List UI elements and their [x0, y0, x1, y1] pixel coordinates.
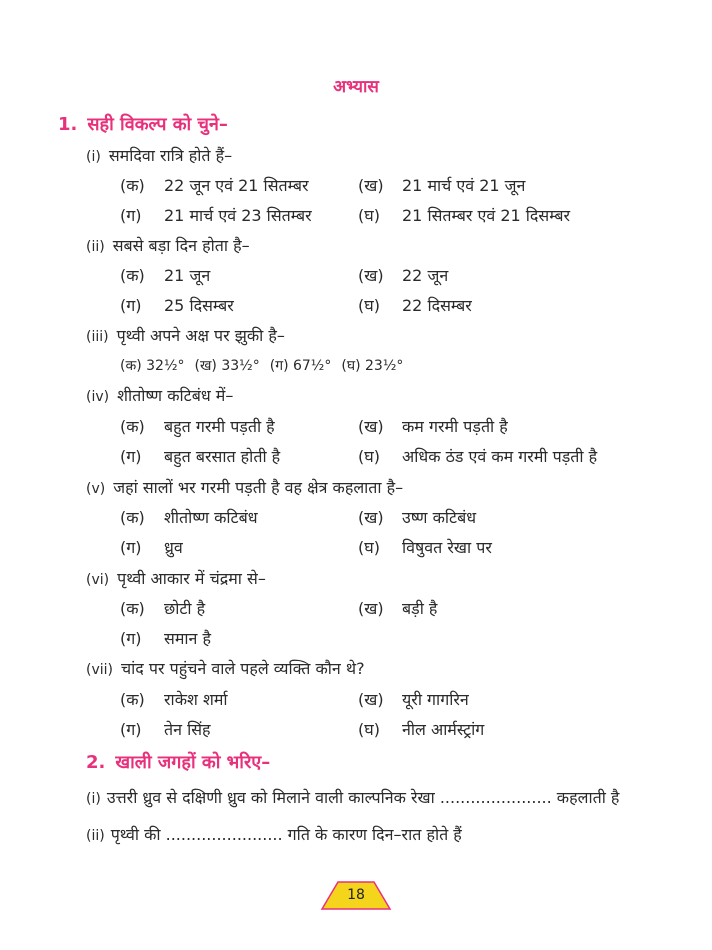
- fill-blank-1: [86, 786, 619, 808]
- question-text: चांद पर पहुंचने वाले पहले व्यक्ति कौन थे?: [121, 659, 365, 678]
- option-label: (क): [120, 417, 145, 436]
- option-label: (ग): [120, 206, 142, 225]
- option-label: (क): [120, 266, 145, 285]
- option-text: ध्रुव: [164, 538, 183, 557]
- fill-blank-2: [86, 823, 462, 845]
- question-text: जहां सालों भर गरमी पड़ती है वह क्षेत्र कहलाता है–: [113, 478, 404, 497]
- option-text: 22 दिसम्बर: [402, 296, 472, 315]
- question-number: (vi): [86, 572, 110, 588]
- question-number: (i): [86, 791, 101, 807]
- option-label: (घ): [358, 447, 380, 466]
- option-label: (ख): [358, 176, 384, 195]
- option-label: (घ): [358, 296, 380, 315]
- question-text: पृथ्वी अपने अक्ष पर झुकी है–: [116, 326, 285, 345]
- option-gha: [358, 204, 570, 226]
- question-number: (iv): [86, 389, 110, 405]
- section-1-title: सही विकल्प को चुने–: [87, 114, 228, 135]
- question-text: शीतोष्ण कटिबंध में–: [117, 386, 234, 405]
- option-label: (ख): [358, 266, 384, 285]
- option-label: (ग): [120, 447, 142, 466]
- option-label: (घ): [358, 206, 380, 225]
- option-kha: [358, 415, 508, 437]
- option-label: (क): [120, 508, 145, 527]
- option-label: (ग): [120, 720, 142, 739]
- question-7: [86, 657, 365, 679]
- option-text: विषुवत रेखा पर: [402, 538, 492, 557]
- option-ka: [120, 174, 309, 196]
- option-text: 21 सितम्बर एवं 21 दिसम्बर: [402, 206, 571, 225]
- question-6: [86, 567, 266, 589]
- option-text: उष्ण कटिबंध: [402, 508, 477, 527]
- option-label: (क): [120, 599, 145, 618]
- option-text: 21 मार्च एवं 23 सितम्बर: [164, 206, 312, 225]
- option-kha: [358, 174, 525, 196]
- question-number: (i): [86, 149, 101, 165]
- option-gha: [358, 445, 597, 467]
- option-gha: [358, 718, 484, 740]
- section-2-heading: [86, 750, 270, 774]
- option-ga: [120, 536, 183, 558]
- option-text: समान है: [164, 629, 211, 648]
- question-number: (vii): [86, 662, 113, 678]
- question-number: (ii): [86, 239, 105, 255]
- option-ga: [120, 294, 234, 316]
- question-5: [86, 476, 403, 498]
- section-1-number: 1.: [58, 114, 78, 135]
- option-gha: [358, 536, 492, 558]
- option-text: 21 जून: [164, 266, 211, 285]
- option-kha: [358, 506, 476, 528]
- question-2: [86, 234, 250, 256]
- option-label: (ख): [358, 508, 384, 527]
- question-3: [86, 324, 285, 346]
- question-number: (iii): [86, 329, 109, 345]
- section-2-title: खाली जगहों को भरिए–: [115, 752, 271, 773]
- option-ka: (क) 32½°: [120, 358, 185, 374]
- page-number-badge: [316, 878, 396, 910]
- option-text: 25 दिसम्बर: [164, 296, 234, 315]
- option-kha: [358, 688, 469, 710]
- page-number: 18: [347, 887, 365, 903]
- option-text: बहुत बरसात होती है: [164, 447, 281, 466]
- option-ga: [120, 627, 211, 649]
- question-number: (ii): [86, 828, 105, 844]
- option-label: (ख): [358, 417, 384, 436]
- option-ga: [120, 204, 312, 226]
- option-gha: (घ) 23½°: [341, 358, 404, 374]
- question-text: पृथ्वी की ....................... गति के कारण दिन–रात होते हैं: [110, 825, 462, 844]
- option-kha: [358, 264, 448, 286]
- option-label: (घ): [358, 538, 380, 557]
- option-label: (ग): [120, 296, 142, 315]
- option-text: राकेश शर्मा: [164, 690, 228, 709]
- section-1-heading: [58, 112, 228, 136]
- question-text: उत्तरी ध्रुव से दक्षिणी ध्रुव को मिलाने वाली काल्पनिक रेखा ...................... कहलाती है: [106, 788, 620, 807]
- option-label: (ख): [358, 690, 384, 709]
- option-label: (क): [120, 690, 145, 709]
- option-text: 22 जून: [402, 266, 449, 285]
- option-text: 21 मार्च एवं 21 जून: [402, 176, 526, 195]
- option-ga: [120, 445, 280, 467]
- inline-options: [120, 356, 413, 375]
- option-ga: [120, 718, 211, 740]
- option-text: कम गरमी पड़ती है: [402, 417, 508, 436]
- question-text: पृथ्वी आकार में चंद्रमा से–: [117, 569, 266, 588]
- section-2-number: 2.: [86, 752, 106, 773]
- option-text: तेन सिंह: [164, 720, 211, 739]
- option-label: (क): [120, 176, 145, 195]
- option-text: नील आर्मस्ट्रांग: [402, 720, 485, 739]
- option-gha: [358, 294, 472, 316]
- question-4: [86, 384, 233, 406]
- option-label: (ग): [120, 538, 142, 557]
- option-ka: [120, 688, 228, 710]
- option-text: शीतोष्ण कटिबंध: [164, 508, 258, 527]
- option-text: यूरी गागरिन: [402, 690, 469, 709]
- question-1: [86, 144, 232, 166]
- option-kha: (ख) 33½°: [194, 358, 260, 374]
- option-kha: [358, 597, 437, 619]
- question-number: (v): [86, 481, 106, 497]
- option-label: (ग): [120, 629, 142, 648]
- option-text: बड़ी है: [402, 599, 438, 618]
- option-ka: [120, 415, 275, 437]
- question-text: समदिवा रात्रि होते हैं–: [108, 146, 233, 165]
- exercise-title: अभ्यास: [333, 77, 379, 97]
- option-text: 22 जून एवं 21 सितम्बर: [164, 176, 309, 195]
- option-ka: [120, 506, 258, 528]
- option-ga: (ग) 67½°: [269, 358, 332, 374]
- option-text: बहुत गरमी पड़ती है: [164, 417, 275, 436]
- option-label: (ख): [358, 599, 384, 618]
- option-text: छोटी है: [164, 599, 206, 618]
- option-text: अधिक ठंड एवं कम गरमी पड़ती है: [402, 447, 598, 466]
- option-ka: [120, 264, 210, 286]
- question-text: सबसे बड़ा दिन होता है–: [112, 236, 250, 255]
- option-label: (घ): [358, 720, 380, 739]
- option-ka: [120, 597, 205, 619]
